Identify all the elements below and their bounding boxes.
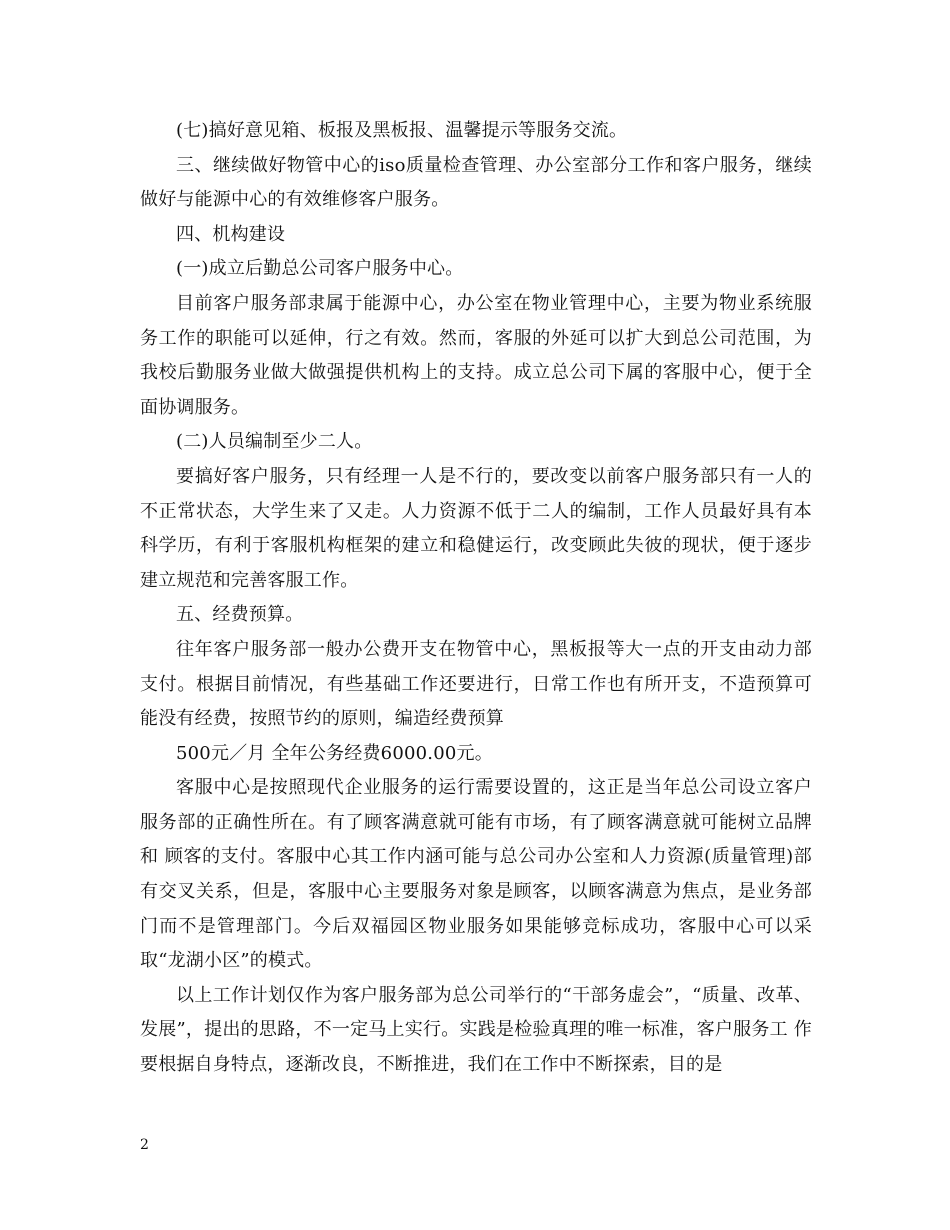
paragraph-budget-amount: 500元／月 全年公务经费6000.00元。: [176, 742, 493, 764]
paragraph-conclusion: 以上工作计划仅作为客户服务部为总公司举行的“干部务虚会”，“质量、改革、发展”，提出的思路，不一定马上实行。实践是检验真理的唯一标准，客户服务工 作要根据自身特点，逐渐改良，不断推进，我们在工作中不断探索，目的是: [140, 984, 812, 1076]
subheading-4-2: (二)人员编制至少二人。: [176, 431, 373, 453]
paragraph-item-7: (七)搞好意见箱、板报及黑板报、温馨提示等服务交流。: [176, 120, 628, 141]
paragraph-section-3: 三、继续做好物管中心的iso质量检查管理、办公室部分工作和客户服务，继续做好与能源中心的有效维修客户服务。: [140, 154, 812, 211]
subheading-4-1: (一)成立后勤总公司客户服务中心。: [176, 258, 464, 280]
paragraph-4-2-body: 要搞好客户服务，只有经理一人是不行的，要改变以前客户服务部只有一人的不正常状态，大学生来了又走。人力资源不低于二人的编制，工作人员最好具有本科学历，有利于客服机构框架的建立和稳健运行，改变顾此失彼的现状，便于逐步建立规范和完善客服工作。: [140, 465, 812, 591]
paragraph-service-center: 客服中心是按照现代企业服务的运行需要设置的，这正是当年总公司设立客户服务部的正确性所在。有了顾客满意就可能有市场，有了顾客满意就可能树立品牌和 顾客的支付。客服中心其工作内涵可能与总公司办公室和人力资源(质量管理)部有交叉关系，但是，客服中心主要服务对象是顾客，以顾客满意为焦点，是业务部 门而不是管理部门。今后双福园区物业服务如果能够竞标成功，客服中心可以采取“龙湖小区”的模式。: [140, 777, 812, 972]
document-body: [140, 114, 812, 1083]
paragraph-budget-intro: 往年客户服务部一般办公费开支在物管中心，黑板报等大一点的开支由动力部支付。根据目前情况，有些基础工作还要进行，日常工作也有所开支，不造预算可能没有经费，按照节约的原则，编造经费预算: [140, 638, 812, 730]
heading-section-4: 四、机构建设: [176, 223, 286, 245]
page-number: 2: [140, 1137, 149, 1153]
heading-section-5: 五、经费预算。: [176, 604, 304, 626]
paragraph-4-1-body: 目前客户服务部隶属于能源中心，办公室在物业管理中心，主要为物业系统服务工作的职能可以延伸，行之有效。然而，客服的外延可以扩大到总公司范围，为我校后勤服务业做大做强提供机构上的支持。成立总公司下属的客服中心，便于全面协调服务。: [140, 292, 812, 418]
